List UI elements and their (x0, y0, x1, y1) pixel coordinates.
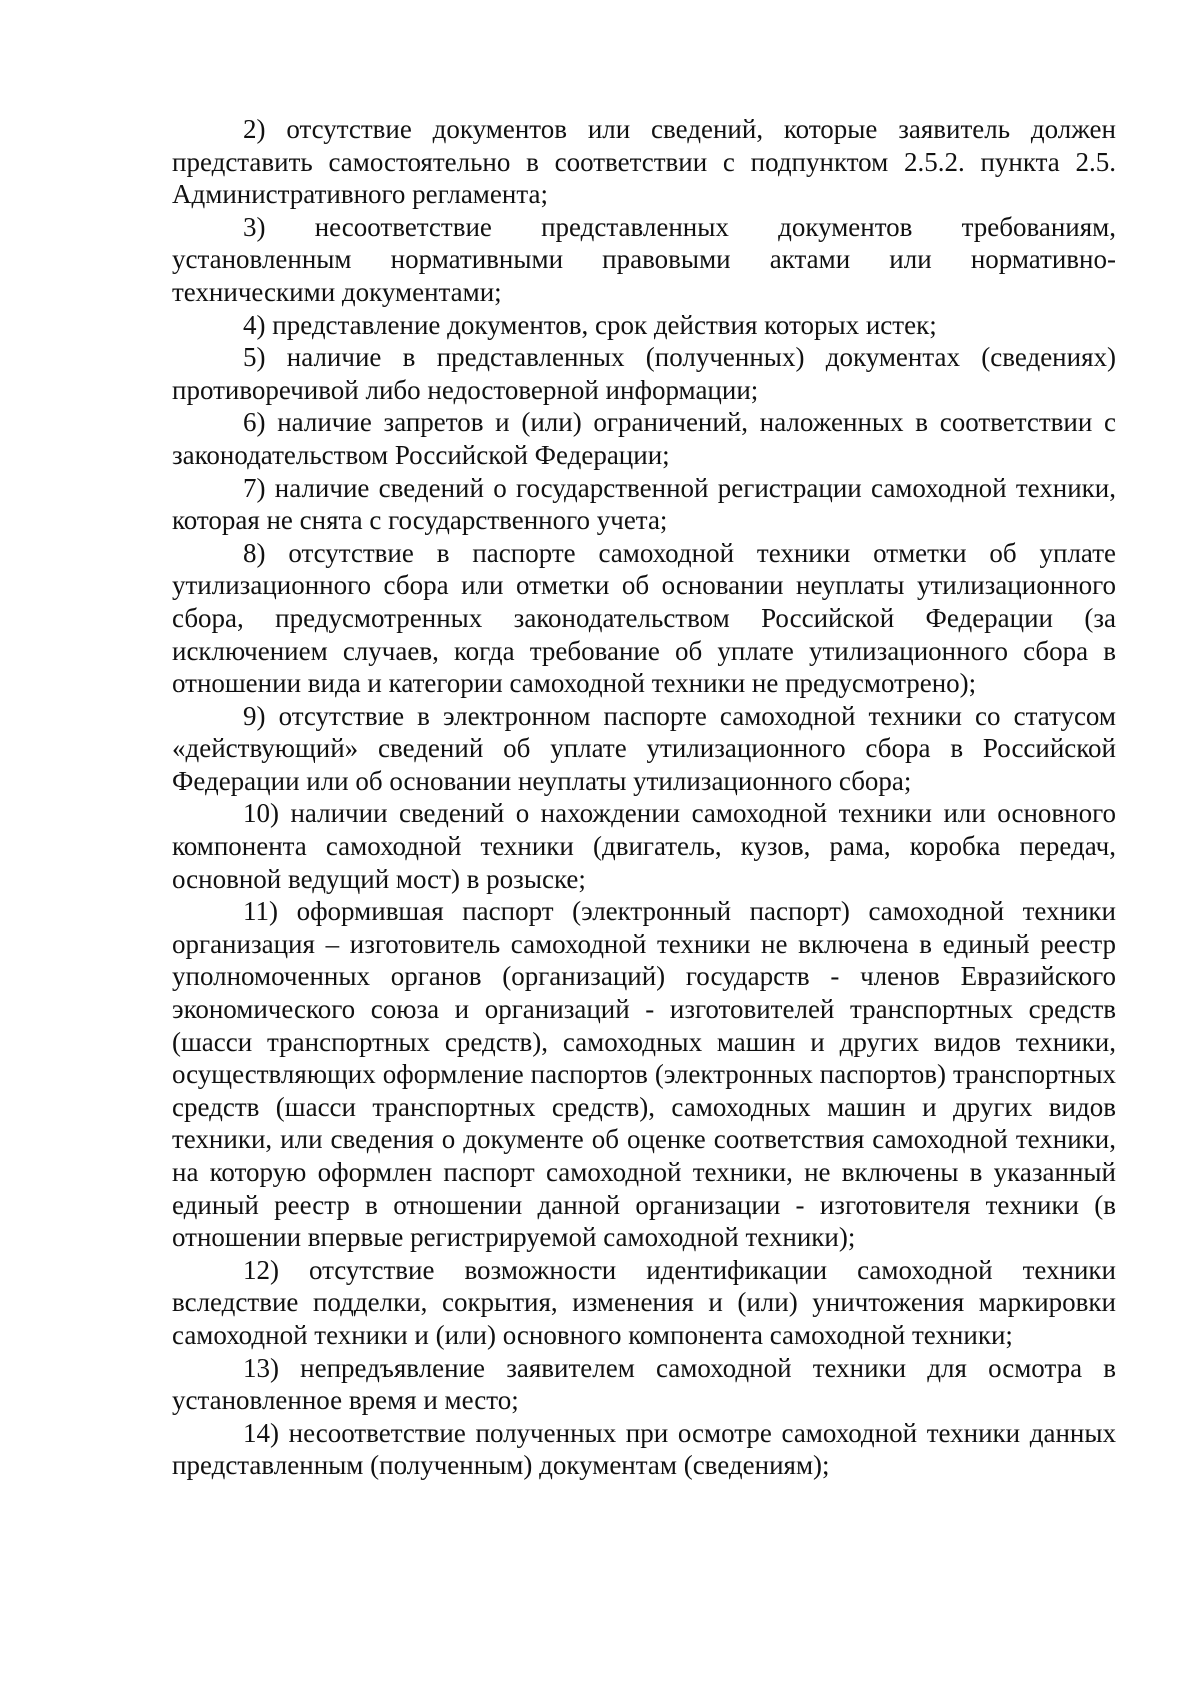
paragraph-item-13: 13) непредъявление заявителем самоходной техники для осмотра в установленное время и место; (172, 1352, 1116, 1416)
paragraph-item-14: 14) несоответствие полученных при осмотре самоходной техники данных представленным (полученным) документам (сведениям); (172, 1417, 1116, 1481)
paragraph-item-6: 6) наличие запретов и (или) ограничений, наложенных в соответствии с законодательством Российской Федерации; (172, 407, 1116, 470)
paragraph-item-4: 4) представление документов, срок действия которых истек; (243, 309, 937, 340)
paragraph-item-7: 7) наличие сведений о государственной регистрации самоходной техники, которая не снята с государственного учета; (172, 472, 1116, 536)
paragraph-item-10: 10) наличии сведений о нахождении самоходной техники или основного компонента самоходной техники (двигатель, кузов, рама, коробка передач, основной ведущий мост) в розыске; (172, 798, 1116, 894)
paragraph-item-2: 2) отсутствие документов или сведений, которые заявитель должен представить самостоятельно в соответствии с подпунктом 2.5.2. пункта 2.5. Административного регламента; (172, 114, 1116, 210)
paragraph-item-11: 11) оформившая паспорт (электронный паспорт) самоходной техники организация – изготовитель самоходной техники не включена в единый реестр уполномоченных органов (организаций) государств - членов Евразийского экономического союза и организаций - изготовителей транспортных средств (шасси транспортных средств), самоходных машин и других видов техники, осуществляющих оформление паспортов (электронных паспортов) транспортных средств (шасси транспортных средств), самоходных машин и других видов техники, или сведения о документе об оценке соответствия самоходной техники, на которую оформлен паспорт самоходной техники, не включены в указанный единый реестр в отношении данной организации - изготовителя техники (в отношении впервые регистрируемой самоходной техники); (172, 896, 1116, 1253)
document-body (172, 113, 1116, 1482)
paragraph-item-3: 3) несоответствие представленных документов требованиям, установленным нормативными правовыми актами или нормативно-техническими документами; (172, 211, 1116, 307)
paragraph-item-5: 5) наличие в представленных (полученных) документах (сведениях) противоречивой либо недостоверной информации; (172, 342, 1116, 405)
paragraph-item-8: 8) отсутствие в паспорте самоходной техники отметки об уплате утилизационного сбора или отметки об основании неуплаты утилизационного сбора, предусмотренных законодательством Российской Федерации (за исключением случаев, когда требование об уплате утилизационного сбора в отношении вида и категории самоходной техники не предусмотрено); (172, 537, 1116, 699)
paragraph-item-9: 9) отсутствие в электронном паспорте самоходной техники со статусом «действующий» сведений об уплате утилизационного сбора в Российской Федерации или об основании неуплаты утилизационного сбора; (172, 700, 1116, 796)
paragraph-item-12: 12) отсутствие возможности идентификации самоходной техники вследствие подделки, сокрытия, изменения и (или) уничтожения маркировки самоходной техники и (или) основного компонента самоходной техники; (172, 1254, 1116, 1350)
